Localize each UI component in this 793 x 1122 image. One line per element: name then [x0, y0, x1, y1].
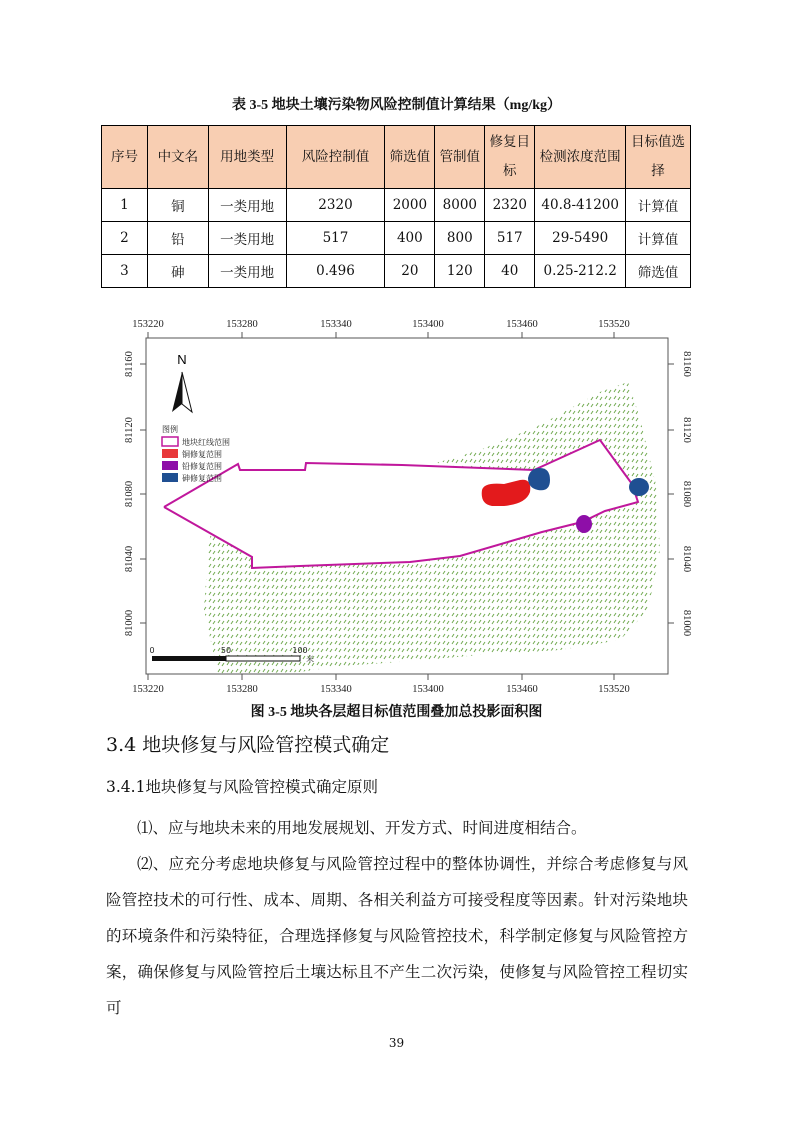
table-cell: 筛选值: [626, 255, 691, 288]
x-tick-bottom: 153520: [598, 684, 630, 695]
paragraph-principle-2: ⑵、应充分考虑地块修复与风险管控过程中的整体协调性，并综合考虑修复与风险管控技术的可行性、成本、周期、各相关利益方可接受程度等因素。针对污染地块的环境条件和污染特征，合理选择修复与风险管控技术，科学制定修复与风险管控方案，确保修复与风险管控后土壤达标且不产生二次污染，使修复与风险管控工程切实可: [106, 855, 688, 1017]
site-map: [100, 310, 700, 695]
y-tick-left: 81040: [124, 545, 135, 573]
table-cell: 3: [102, 255, 148, 288]
x-tick-bottom: 153340: [320, 684, 352, 695]
col-header: 用地类型: [208, 126, 286, 189]
col-header: 中文名: [147, 126, 208, 189]
table-cell: 800: [435, 222, 485, 255]
legend-swatch-arsenic: [162, 473, 178, 482]
legend-label: 铜修复范围: [182, 450, 222, 459]
x-tick-bottom: 153460: [506, 684, 538, 695]
paragraph-principle-1: ⑴、应与地块未来的用地发展规划、开发方式、时间进度相结合。: [137, 819, 587, 837]
table-row: [102, 255, 691, 288]
y-tick-right: 81000: [681, 609, 692, 637]
y-tick-right: 81080: [681, 480, 692, 508]
x-tick-bottom: 153400: [412, 684, 444, 695]
table-cell: 2: [102, 222, 148, 255]
x-tick-top: 153280: [226, 319, 258, 330]
scale-label: 100: [292, 646, 308, 655]
arsenic-remediation-zone: [629, 478, 649, 496]
table-cell: 2320: [286, 189, 385, 222]
y-tick-right: 81040: [681, 545, 692, 573]
col-header: 检测浓度范围: [535, 126, 626, 189]
table-cell: 0.25-212.2: [535, 255, 626, 288]
figure-caption: 图 3-5 地块各层超目标值范围叠加总投影面积图: [250, 705, 543, 720]
table-cell: 计算值: [626, 189, 691, 222]
y-tick-left: 81160: [124, 351, 135, 377]
north-label: N: [177, 352, 187, 367]
table-cell: 29-5490: [535, 222, 626, 255]
x-tick-top: 153400: [412, 319, 444, 330]
table-cell: 砷: [147, 255, 208, 288]
table-cell: 517: [286, 222, 385, 255]
y-tick-left: 81120: [124, 417, 135, 443]
legend-swatch-boundary: [162, 437, 178, 446]
table-cell: 计算值: [626, 222, 691, 255]
table-cell: 1: [102, 189, 148, 222]
section-heading: 3.4 地块修复与风险管控模式确定: [106, 734, 390, 756]
table-cell: 517: [485, 222, 535, 255]
lead-remediation-zone: [576, 515, 592, 533]
table-cell: 40: [485, 255, 535, 288]
table-cell: 一类用地: [208, 222, 286, 255]
scale-unit: 米: [306, 655, 314, 664]
legend-label: 铅修复范围: [182, 462, 222, 471]
table-cell: 一类用地: [208, 189, 286, 222]
subsection-heading: 3.4.1地块修复与风险管控模式确定原则: [106, 778, 378, 796]
page-number: 39: [388, 1036, 405, 1050]
y-tick-right: 81160: [681, 351, 692, 377]
table-cell: 2320: [485, 189, 535, 222]
table-cell: 20: [385, 255, 435, 288]
col-header: 修复目标: [485, 126, 535, 189]
table-cell: 铜: [147, 189, 208, 222]
y-tick-right: 81120: [681, 417, 692, 443]
col-header: 目标值选择: [626, 126, 691, 189]
table-row: [102, 222, 691, 255]
scale-bar-black: [152, 656, 226, 661]
x-tick-top: 153340: [320, 319, 352, 330]
scale-label: 50: [220, 646, 232, 655]
table-cell: 一类用地: [208, 255, 286, 288]
x-tick-top: 153520: [598, 319, 630, 330]
scale-label: 0: [149, 646, 155, 655]
table-cell: 400: [385, 222, 435, 255]
table-title: 表 3-5 地块土壤污染物风险控制值计算结果（mg/kg）: [232, 98, 561, 113]
legend-label: 砷修复范围: [182, 474, 222, 483]
table-cell: 2000: [385, 189, 435, 222]
legend-swatch-lead: [162, 461, 178, 470]
y-tick-left: 81000: [124, 609, 135, 637]
legend-swatch-copper: [162, 449, 178, 458]
table-cell: 铅: [147, 222, 208, 255]
x-tick-top: 153220: [132, 319, 164, 330]
x-tick-top: 153460: [506, 319, 538, 330]
table-cell: 8000: [435, 189, 485, 222]
x-tick-bottom: 153220: [132, 684, 164, 695]
table-header-row: [102, 126, 691, 189]
risk-control-table: [101, 125, 691, 288]
y-tick-left: 81080: [124, 480, 135, 508]
legend-label: 地块红线范围: [182, 438, 230, 447]
table-row: [102, 189, 691, 222]
table-cell: 120: [435, 255, 485, 288]
col-header: 风险控制值: [286, 126, 385, 189]
x-tick-bottom: 153280: [226, 684, 258, 695]
col-header: 筛选值: [385, 126, 435, 189]
col-header: 序号: [102, 126, 148, 189]
scale-bar-white: [226, 656, 300, 661]
legend-title: 图例: [162, 425, 178, 434]
col-header: 管制值: [435, 126, 485, 189]
table-cell: 40.8-41200: [535, 189, 626, 222]
table-cell: 0.496: [286, 255, 385, 288]
